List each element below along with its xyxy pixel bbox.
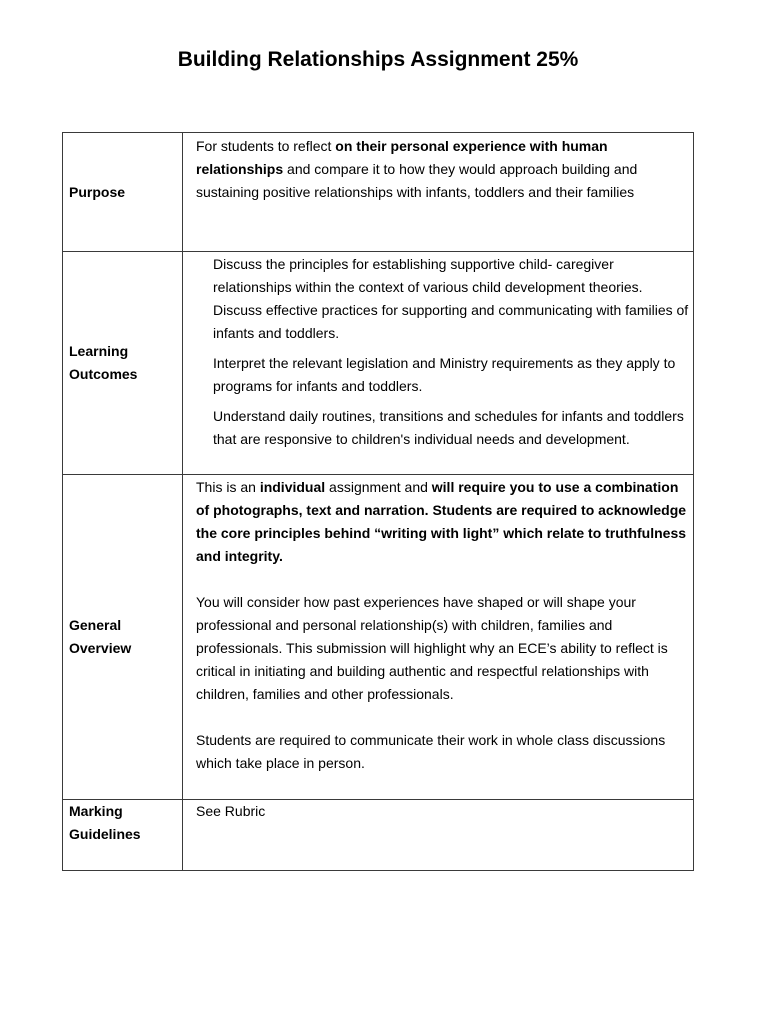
purpose-label: [63, 133, 183, 252]
overview-p1-individual: individual: [259, 479, 326, 495]
overview-paragraph-3: Students are required to communicate their work in whole class discussions which take place in person.: [196, 732, 666, 771]
purpose-label-text: Purpose: [69, 183, 126, 200]
marking-guidelines-label: [63, 800, 183, 871]
learning-outcomes-list: [196, 252, 689, 451]
list-item: Discuss the principles for establishing supportive child- caregiver relationships within the context of various child development theories.: [213, 256, 643, 295]
list-item: Interpret the relevant legislation and Ministry requirements as they apply to programs for infants and toddlers.: [213, 355, 676, 394]
overview-p1-c: assignment and: [325, 479, 432, 495]
page-title: Building Relationships Assignment 25%: [177, 48, 579, 71]
list-item: Understand daily routines, transitions and schedules for infants and toddlers that are responsive to children's individual needs and development.: [213, 408, 684, 447]
learning-outcomes-label-line1: Learning: [69, 343, 129, 359]
table-row-learning-outcomes: [63, 252, 694, 475]
purpose-text-rest: and compare it to how they would approach building and sustaining positive relationships with infants, toddlers and their families: [196, 161, 638, 200]
general-overview-text: [196, 475, 689, 775]
list-item: Discuss effective practices for supporting and communicating with families of infants and toddlers.: [213, 302, 689, 341]
overview-paragraph-1: [196, 476, 689, 568]
general-overview-content: [183, 475, 694, 800]
marking-guidelines-label-line2: Guidelines: [69, 826, 141, 842]
table-row-purpose: [63, 133, 694, 252]
purpose-text-intro: For students to reflect: [196, 138, 336, 154]
purpose-content: [183, 133, 694, 252]
marking-guidelines-content: [183, 800, 694, 871]
purpose-text-emphasis: on their personal experience with human relationships: [196, 138, 608, 177]
marking-guidelines-label-line1: Marking: [69, 803, 123, 819]
assignment-table: [62, 132, 694, 871]
marking-guidelines-text: See Rubric: [196, 803, 266, 819]
general-overview-label: [63, 475, 183, 800]
purpose-text: [196, 133, 689, 204]
overview-p1-requirement: will require you to use a combination of photographs, text and narration. Students are required to acknowledge the core principles behind “writing with light” which relate to truthfulness and integrity.: [196, 479, 687, 564]
general-overview-label-line1: General: [69, 617, 122, 633]
general-overview-label-line2: Overview: [69, 640, 132, 656]
overview-p1-a: This is an: [196, 479, 260, 495]
table-row-marking-guidelines: [63, 800, 694, 871]
table-row-general-overview: [63, 475, 694, 800]
learning-outcomes-label: [63, 252, 183, 475]
learning-outcomes-label-line2: Outcomes: [69, 366, 138, 382]
learning-outcomes-content: [183, 252, 694, 475]
overview-paragraph-2: You will consider how past experiences have shaped or will shape your professional and personal relationship(s) with children, families and professionals. This submission will highlight why an ECE’s ability to reflect is critical in initiating and building authentic and respectful relationships with children, families and other professionals.: [196, 594, 668, 702]
